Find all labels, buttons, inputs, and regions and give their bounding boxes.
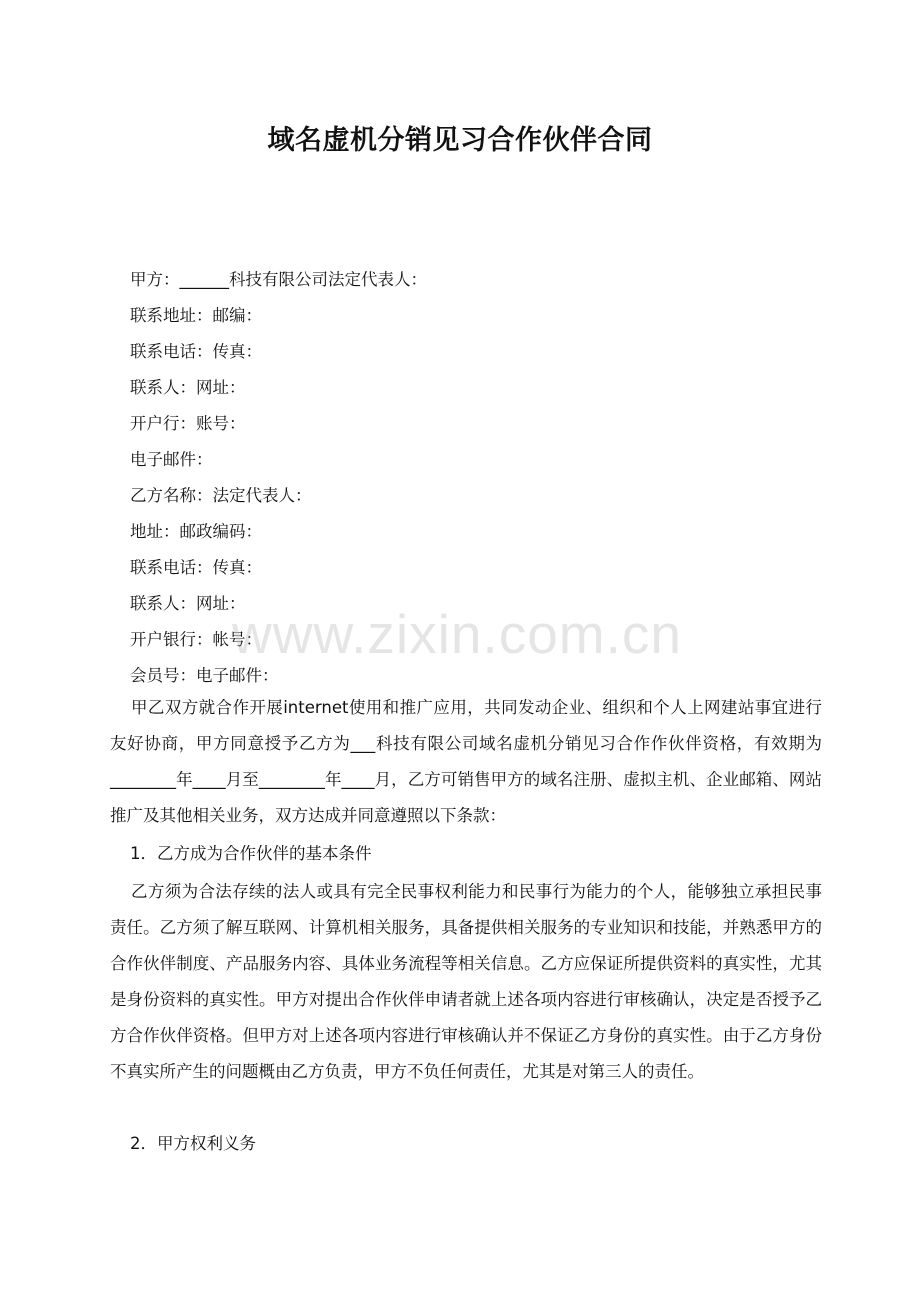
field-party-a-contact: 联系人：网址： — [130, 378, 246, 397]
field-party-b-name: 乙方名称：法定代表人： — [130, 486, 312, 505]
intro-paragraph: 甲乙双方就合作开展internet使用和推广应用，共同发动企业、组织和个人上网建站事宜进行友好协商，甲方同意授予乙方为___科技有限公司域名虚机分销见习合作作伙伴资格，有效期为________年____月至________年____月，乙方可销售甲方的域名注册、虚拟主机、企业邮箱、网站推广及其他相关业务，双方达成并同意遵照以下条款： — [110, 698, 822, 825]
watermark: www.zixin.com.cn — [232, 603, 682, 665]
field-party-a-phone: 联系电话：传真： — [130, 342, 262, 361]
section1-paragraph: 乙方须为合法存续的法人或具有完全民事权利能力和民事行为能力的个人，能够独立承担民事责任。乙方须了解互联网、计算机相关服务，具备提供相关服务的专业知识和技能，并熟悉甲方的合作伙伴制度、产品服务内容、具体业务流程等相关信息。乙方应保证所提供资料的真实性，尤其是身份资料的真实性。甲方对提出合作伙伴申请者就上述各项内容进行审核确认，决定是否授予乙方合作伙伴资格。但甲方对上述各项内容进行审核确认并不保证乙方身份的真实性。由于乙方身份不真实所产生的问题概由乙方负责，甲方不负任何责任，尤其是对第三人的责任。 — [110, 882, 822, 1081]
field-party-a-bank: 开户行：账号： — [130, 414, 246, 433]
party-info-fields — [130, 262, 830, 694]
field-party-a-company: 甲方：______科技有限公司法定代表人： — [130, 270, 427, 289]
field-party-b-bank: 开户银行：帐号： — [130, 630, 262, 649]
field-party-b-address: 地址：邮政编码： — [130, 522, 262, 541]
document-title: 域名虚机分销见习合作伙伴合同 — [267, 125, 653, 156]
field-party-b-phone: 联系电话：传真： — [130, 558, 262, 577]
section1-heading: 1．乙方成为合作伙伴的基本条件 — [130, 844, 372, 863]
section2-heading: 2．甲方权利义务 — [130, 1134, 256, 1153]
field-party-a-email: 电子邮件： — [130, 450, 213, 469]
field-party-a-address: 联系地址：邮编： — [130, 306, 262, 325]
field-party-b-contact: 联系人：网址： — [130, 594, 246, 613]
field-party-b-member: 会员号：电子邮件： — [130, 666, 279, 685]
